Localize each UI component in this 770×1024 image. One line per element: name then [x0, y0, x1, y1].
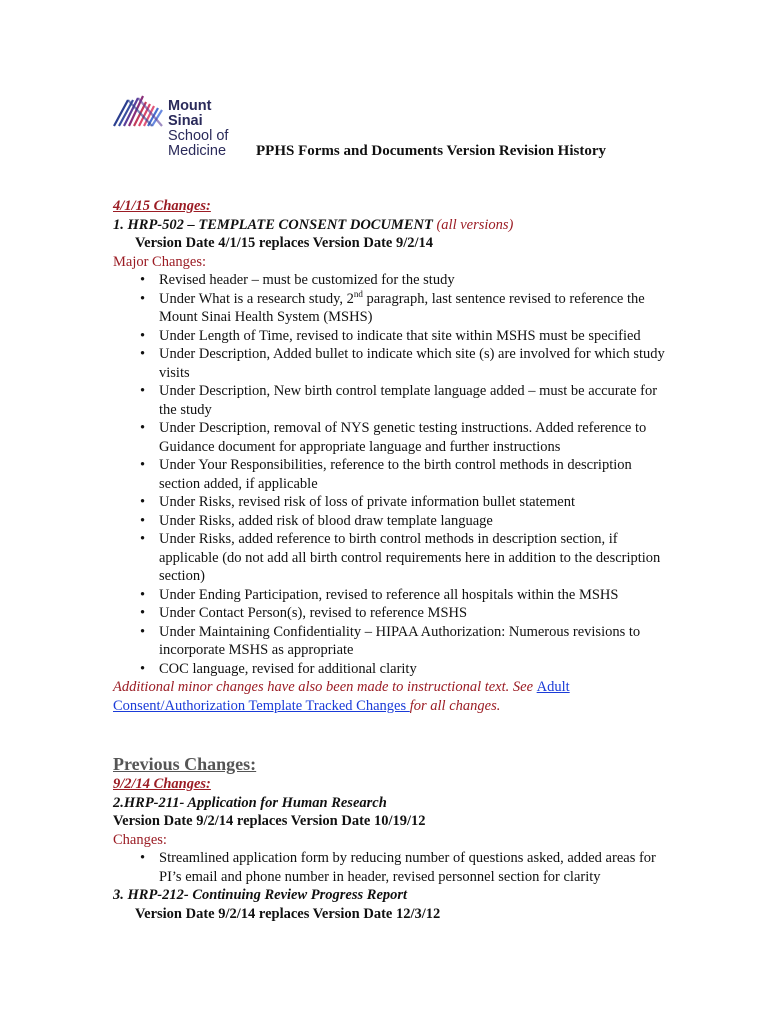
item2-version: Version Date 9/2/14 replaces Version Date 10/19/12 — [113, 813, 426, 829]
document-body — [113, 197, 673, 923]
page-title: PPHS Forms and Documents Version Revision History — [256, 143, 607, 159]
logo-stripes-icon — [112, 92, 168, 132]
item3-title: 3. HRP-212- Continuing Review Progress Report — [113, 887, 408, 903]
logo-wordmark: Mount Sinai School of Medicine — [168, 98, 229, 159]
item1-title: 1. HRP-502 – TEMPLATE CONSENT DOCUMENT — [113, 216, 433, 233]
item3-version: Version Date 9/2/14 replaces Version Date 12/3/12 — [135, 905, 441, 922]
list-item: • Under Description, Added bullet to indicate which site (s) are involved for which study visits — [140, 346, 665, 381]
mount-sinai-logo — [112, 92, 237, 160]
list-item: • Revised header – must be customized for the study — [140, 272, 455, 288]
list-item: • Under Risks, added risk of blood draw template language — [140, 512, 493, 529]
list-item: • Under Maintaining Confidentiality – HIPAA Authorization: Numerous revisions to incorporate MSHS as appropriate — [140, 623, 641, 658]
item2-title: 2.HRP-211- Application for Human Research — [113, 794, 387, 811]
item1-note: (all versions) — [436, 216, 514, 233]
current-changes-heading: 4/1/15 Changes: — [113, 198, 211, 214]
list-item: • Streamlined application form by reducing number of questions asked, added areas for PI’s email and phone number in header, revised personnel section for clarity — [140, 850, 656, 885]
tracked-changes-link[interactable]: Adult Consent/Authorization Template Tracked Changes — [113, 679, 570, 714]
list-item: • Under What is a research study, 2nd paragraph, last sentence revised to reference the Mount Sinai Health System (MSHS) — [140, 288, 645, 325]
previous-changes-heading: Previous Changes: — [113, 754, 257, 774]
previous-date-heading: 9/2/14 Changes: — [113, 776, 211, 792]
item1-version: Version Date 4/1/15 replaces Version Date 9/2/14 — [135, 235, 434, 251]
additional-changes-note: Additional minor changes have also been made to instructional text. See Adult Consent/Authorization Template Tracked Changes for all changes. — [113, 679, 570, 714]
major-changes-list — [113, 271, 673, 678]
list-item: • Under Length of Time, revised to indicate that site within MSHS must be specified — [140, 327, 641, 344]
list-item: • Under Description, New birth control template language added – must be accurate for the study — [140, 383, 658, 418]
item1-title-line — [113, 216, 673, 235]
list-item: • Under Risks, revised risk of loss of private information bullet statement — [140, 494, 575, 510]
list-item: • Under Contact Person(s), revised to reference MSHS — [140, 605, 468, 621]
list-item: • Under Description, removal of NYS genetic testing instructions. Added reference to Guidance document for appropriate language and further instructions — [140, 420, 647, 455]
major-changes-label: Major Changes: — [113, 253, 207, 270]
list-item: • COC language, revised for additional clarity — [140, 660, 417, 677]
item2-changes-list — [113, 849, 673, 886]
list-item: • Under Ending Participation, revised to reference all hospitals within the MSHS — [140, 586, 619, 603]
changes-label: Changes: — [113, 831, 167, 848]
list-item: • Under Your Responsibilities, reference to the birth control methods in description section added, if applicable — [140, 457, 632, 492]
list-item: • Under Risks, added reference to birth control methods in description section, if applicable (do not add all birth control requirements here in addition to the description section) — [140, 531, 661, 584]
